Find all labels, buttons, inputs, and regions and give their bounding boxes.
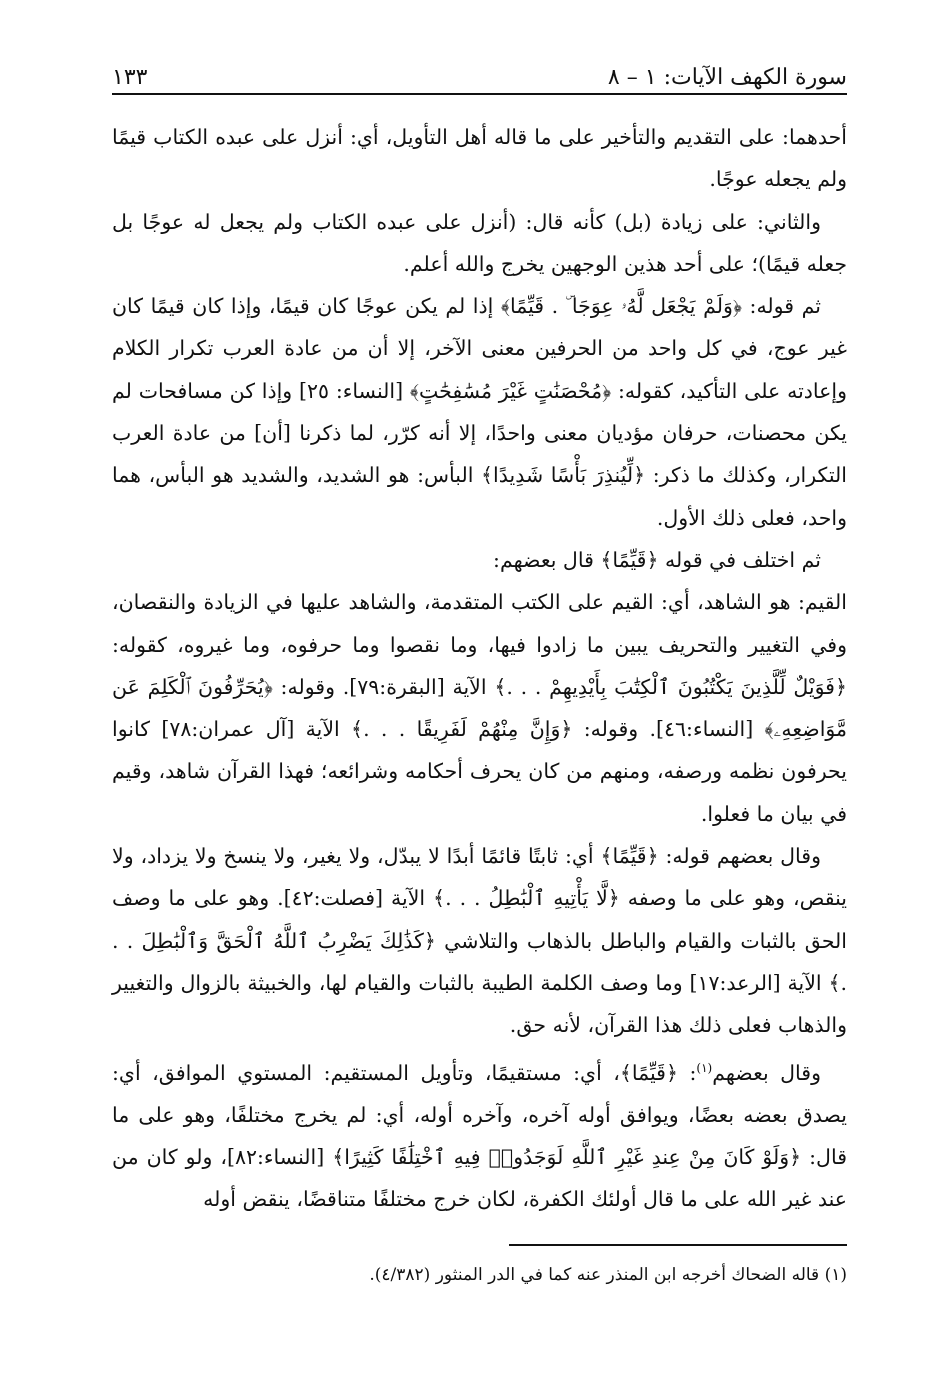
paragraph: ثم قوله: ﴿وَلَمْ يَجْعَل لَّهُۥ عِوَجَا ۜ . قَيِّمًا﴾ إذا لم يكن عوجًا كان قيمًا، وإذا كان قيمًا كان غير عوج، في كل واحد من الحرفين معنى الآخر، إلا أن من عادة العرب تكرار الكلام وإعادته على التأكيد، كقوله: ﴿مُحْصَنَٰتٍ غَيْرَ مُسَٰفِحَٰتٍ﴾ [النساء: ٢٥] وإذا كن مسافحات لم يكن محصنات، حرفان مؤديان معنى واحدًا، إلا أنه كرّر، لما ذكرنا [أن] من عادة العرب التكرار، وكذلك ما ذكر: ﴿لِّيُنذِرَ بَأْسًا شَدِيدًا﴾ البأس: هو الشديد، والشديد هو البأس، هما واحد، فعلى ذلك الأول. <box>112 294 848 530</box>
body-text <box>112 116 847 1221</box>
page-number: ١٣٣ <box>112 65 148 90</box>
paragraph-rest: : ﴿قَيِّمًا﴾، أي: مستقيمًا، وتأويل المستقيم: المستوي الموافق، أي: يصدق بعضه بعضًا، ويوافق أوله آخره، وآخره أوله، أي: لم يخرج مختلفًا، وهو على ما قال: ﴿وَلَوْ كَانَ مِنْ عِندِ غَيْرِ ٱللَّهِ لَوَجَدُوا۟ فِيهِ ٱخْتِلَٰفًا كَثِيرًا﴾ [النساء:٨٢]، ولو كان من عند غير الله على ما قال أولئك الكفرة، لكان خرج مختلفًا متناقضًا، ينقض أوله <box>112 1060 847 1212</box>
paragraph: ثم اختلف في قوله ﴿قَيِّمًا﴾ قال بعضهم: <box>493 547 821 572</box>
footnote: (١) قاله الضحاك أخرجه ابن المنذر عنه كما في الدر المنثور (٤/٣٨٢). <box>369 1265 847 1285</box>
paragraph: أحدهما: على التقديم والتأخير على ما قاله أهل التأويل، أي: أنزل على عبده الكتاب قيمًا ولم يجعله عوجًا. <box>112 125 847 192</box>
paragraph: القيم: هو الشاهد، أي: القيم على الكتب المتقدمة، والشاهد عليها في الزيادة والنقصان، وفي التغيير والتحريف يبين ما زادوا فيها، وما نقصوا وما حرفوه، وما غيروه، كقوله: ﴿فَوَيْلٌ لِّلَّذِينَ يَكْتُبُونَ ٱلْكِتَٰبَ بِأَيْدِيهِمْ . . .﴾ الآية [البقرة:٧٩]. وقوله: ﴿يُحَرِّفُونَ ٱلْكَلِمَ عَن مَّوَاضِعِهِۦ﴾ [النساء:٤٦]. وقوله: ﴿وَإِنَّ مِنْهُمْ لَفَرِيقًا . . .﴾ الآية [آل عمران:٧٨] كانوا يحرفون نظمه ورصفه، ومنهم من كان يحرف أحكامه وشرائعه؛ فهذا القرآن شاهد، وقيم في بيان ما فعلوا. <box>112 590 847 826</box>
footnote-rule <box>509 1244 847 1246</box>
chapter-title: سورة الكهف الآيات: ١ – ٨ <box>607 65 847 90</box>
paragraph-last <box>112 1047 847 1221</box>
paragraph: والثاني: على زيادة (بل) كأنه قال: (أنزل على عبده الكتاب ولم يجعل له عوجًا بل جعله قيمًا)؛ على أحد هذين الوجهين يخرج والله أعلم. <box>112 209 847 276</box>
footnote-ref: (١) <box>696 1060 713 1075</box>
running-header <box>112 52 847 90</box>
header-rule <box>112 93 847 95</box>
paragraph-lead: وقال بعضهم <box>712 1060 821 1085</box>
paragraph: وقال بعضهم قوله: ﴿قَيِّمًا﴾ أي: ثابتًا قائمًا أبدًا لا يبدّل، ولا يغير، ولا ينسخ ولا يزداد، ولا ينقص، وهو على ما وصفه ﴿لَّا يَأْتِيهِ ٱلْبَٰطِلُ . . .﴾ الآية [فصلت:٤٢]. وهو على ما وصف الحق بالثبات والقيام والباطل بالذهاب والتلاشي ﴿كَذَٰلِكَ يَضْرِبُ ٱللَّهُ ٱلْحَقَّ وَٱلْبَٰطِلَ . . .﴾ الآية [الرعد:١٧] وما وصف الكلمة الطيبة بالثبات والقيام لها، والخبيثة بالزوال والتغيير والذهاب فعلى ذلك هذا القرآن، لأنه حق. <box>112 844 847 1038</box>
